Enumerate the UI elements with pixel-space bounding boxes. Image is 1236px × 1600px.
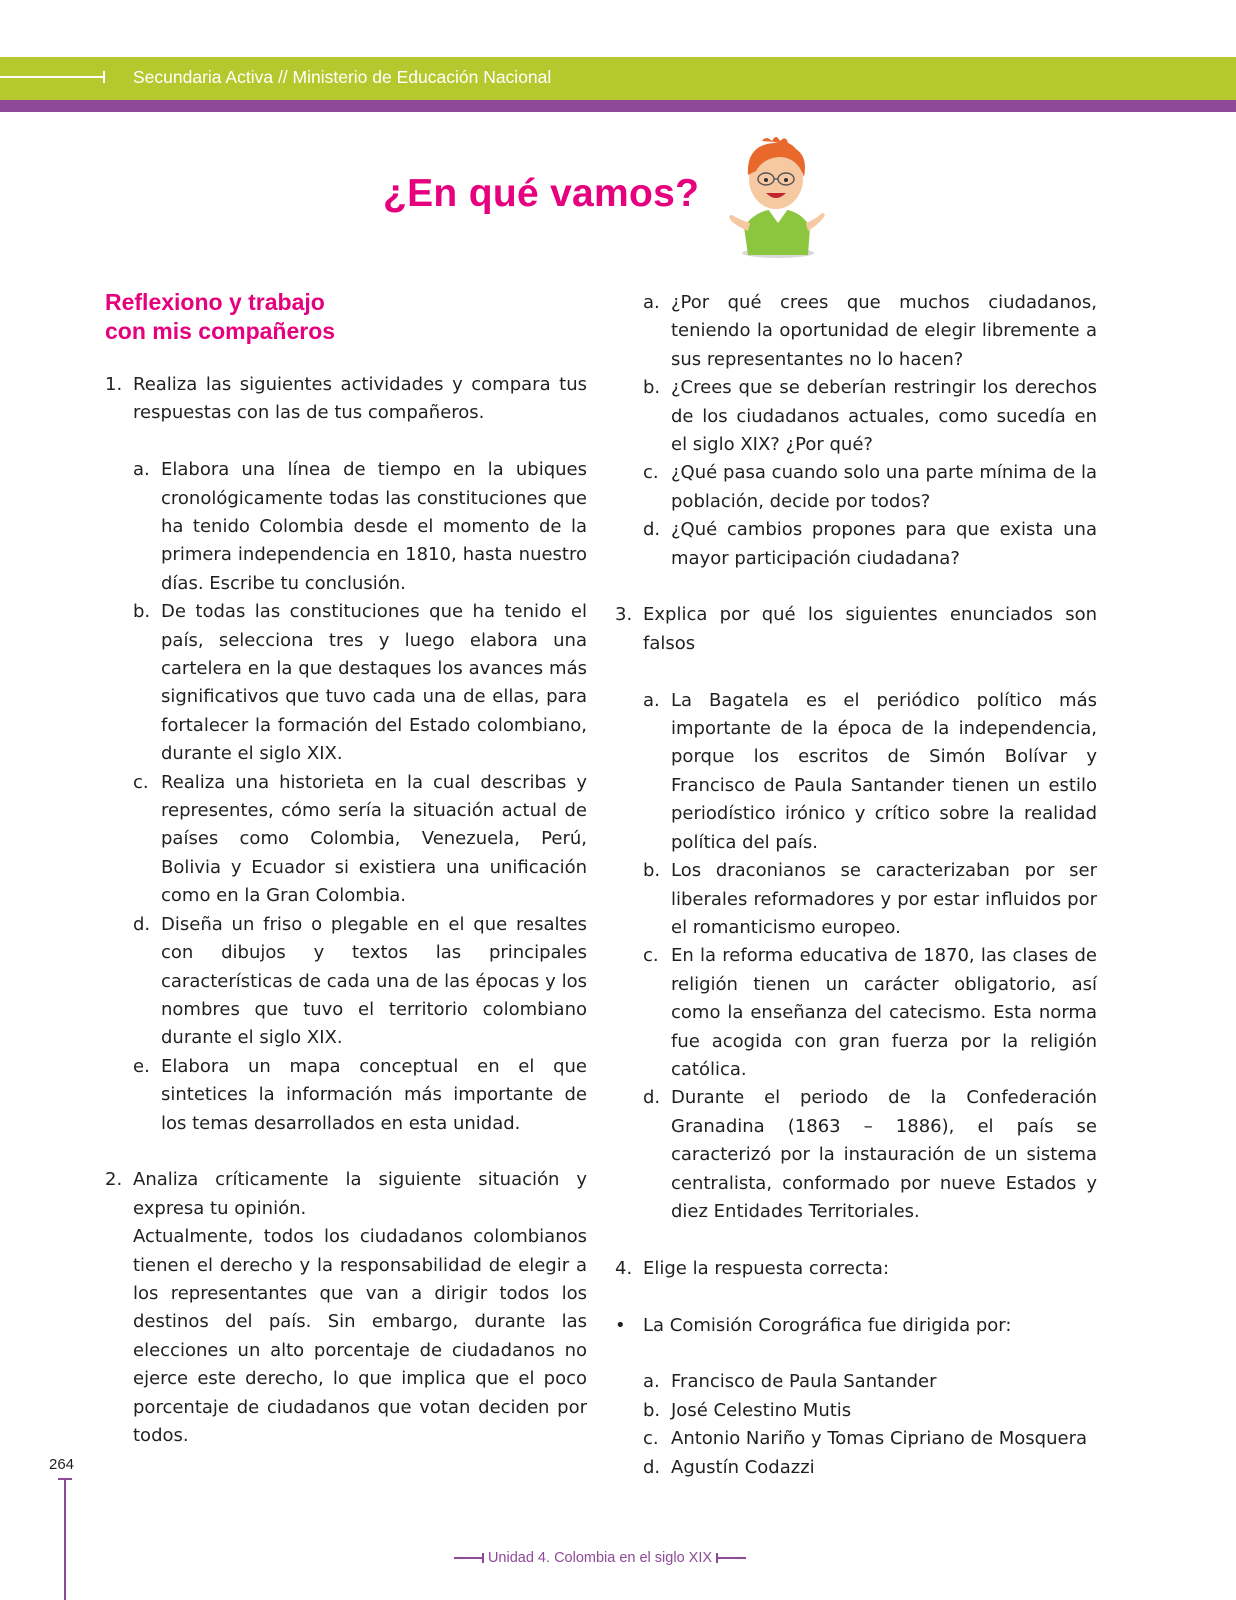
answer-option xyxy=(643,1397,1097,1425)
item-marker: d. xyxy=(133,913,151,935)
answer-option xyxy=(643,1425,1097,1453)
header-text: Secundaria Activa // Ministerio de Educación Nacional xyxy=(133,67,552,87)
item-text: Durante el periodo de la Confederación Granadina (1863 – 1886), el país se caracterizó por la instauración de un sistema centralista, conformado por nueve Estados y diez Entidades Territoriales. xyxy=(671,1087,1097,1222)
list-item xyxy=(643,374,1097,459)
item-marker: c. xyxy=(643,462,659,484)
footer-bar-right xyxy=(718,1557,746,1559)
footer xyxy=(440,1550,760,1570)
question-3 xyxy=(615,601,1097,658)
list-item xyxy=(133,598,587,768)
option-marker: a. xyxy=(643,1371,660,1393)
question-4 xyxy=(615,1255,1097,1283)
item-marker: c. xyxy=(643,945,659,967)
page-title: ¿En qué vamos? xyxy=(383,172,700,215)
option-text: Agustín Codazzi xyxy=(671,1456,815,1478)
question-2 xyxy=(105,1166,587,1223)
item-marker: b. xyxy=(643,377,661,399)
subtitle-line-2: con mis compañeros xyxy=(105,318,336,344)
item-marker: b. xyxy=(133,601,151,623)
bullet-text: La Comisión Corográfica fue dirigida por: xyxy=(643,1314,1012,1336)
list-item xyxy=(643,687,1097,857)
footer-unit: Unidad 4. xyxy=(487,1550,551,1566)
list-item xyxy=(643,289,1097,374)
bullet-marker: • xyxy=(615,1314,626,1336)
item-text: Elabora una línea de tiempo en la ubiques cronológicamente todas las constituciones que ha tenido Colombia desde el momento de la primera independencia en 1810, hasta nuestro días. Escribe tu conclusión. xyxy=(161,459,587,594)
footer-line xyxy=(64,1478,66,1600)
item-text: ¿Qué cambios propones para que exista una mayor participación ciudadana? xyxy=(671,519,1097,569)
question-text: Elige la respuesta correcta: xyxy=(643,1257,890,1279)
list-item xyxy=(133,456,587,598)
item-text: ¿Por qué crees que muchos ciudadanos, teniendo la oportunidad de elegir libremente a sus representantes no lo hacen? xyxy=(671,292,1097,370)
option-marker: b. xyxy=(643,1399,661,1421)
question-1 xyxy=(105,371,587,428)
item-marker: a. xyxy=(133,459,150,481)
item-marker: c. xyxy=(133,771,149,793)
question-number: 4. xyxy=(615,1257,633,1279)
item-marker: b. xyxy=(643,860,661,882)
left-column xyxy=(105,371,587,1450)
page-number: 264 xyxy=(49,1456,75,1473)
list-item xyxy=(643,942,1097,1084)
item-text: ¿Crees que se deberían restringir los derechos de los ciudadanos actuales, como sucedía en el siglo XIX? ¿Por qué? xyxy=(671,377,1097,456)
question-text: Explica por qué los siguientes enunciados son falsos xyxy=(643,604,1097,654)
item-text: Los draconianos se caracterizaban por ser liberales reformadores y por estar influidos por el romanticismo europeo. xyxy=(671,860,1097,938)
option-marker: d. xyxy=(643,1456,661,1478)
question-text: Realiza las siguientes actividades y compara tus respuestas con las de tus compañeros. xyxy=(133,374,587,424)
item-text: La Bagatela es el periódico político más importante de la época de la independencia, porque los escritos de Simón Bolívar y Francisco de Paula Santander tienen un estilo periodístico irónico y crítico sobre la realidad política del país. xyxy=(671,689,1097,853)
option-marker: c. xyxy=(643,1428,659,1450)
question-2-paragraph: Actualmente, todos los ciudadanos colombianos tienen el derecho y la responsabilidad de elegir a los representantes que van a dirigir todos los destinos del país. Sin embargo, durante las elecciones un alto porcentaje de ciudadanos no ejerce este derecho, lo que implica que el poco porcentaje de ciudadanos que votan deciden por todos. xyxy=(133,1226,587,1446)
item-text: Diseña un friso o plegable en el que resaltes con dibujos y textos las principales características de cada una de las épocas y los nombres que tuvo el territorio colombiano durante el siglo XIX. xyxy=(161,913,587,1049)
list-item xyxy=(643,516,1097,573)
item-text: Realiza una historieta en la cual describas y representes, cómo sería la situación actual de países como Colombia, Venezuela, Perú, Bolivia y Ecuador si existiera una unificación como en la Gran Colombia. xyxy=(161,771,587,907)
item-text: De todas las constituciones que ha tenido el país, selecciona tres y luego elabora una cartelera en la que destaques los avances más significativos que tuvo cada una de ellas, para fortalecer la formación del Estado colombiano, durante el siglo XIX. xyxy=(161,601,587,765)
option-text: Antonio Nariño y Tomas Cipriano de Mosquera xyxy=(671,1428,1088,1450)
item-marker: e. xyxy=(133,1055,150,1077)
answer-option xyxy=(643,1368,1097,1396)
item-marker: d. xyxy=(643,519,661,541)
option-text: Francisco de Paula Santander xyxy=(671,1371,937,1393)
list-item xyxy=(643,1084,1097,1226)
item-marker: a. xyxy=(643,292,660,313)
question-text: Analiza críticamente la siguiente situación y expresa tu opinión. xyxy=(133,1169,587,1219)
mascot-illustration xyxy=(726,135,826,260)
list-item xyxy=(133,769,587,911)
header-stripe xyxy=(0,100,1236,112)
list-item xyxy=(643,459,1097,516)
list-item xyxy=(643,857,1097,942)
section-subtitle xyxy=(105,288,335,346)
footer-bar-left xyxy=(454,1557,482,1559)
list-item xyxy=(133,911,587,1053)
header-rule xyxy=(0,76,104,78)
subtitle-line-1: Reflexiono y trabajo xyxy=(105,289,325,315)
item-text: En la reforma educativa de 1870, las clases de religión tienen un carácter obligatorio, así como la enseñanza del catecismo. Esta norma fue acogida con gran fuerza por la religión católica. xyxy=(671,945,1097,1080)
right-column xyxy=(615,289,1097,1482)
option-text: José Celestino Mutis xyxy=(671,1399,852,1421)
answer-option xyxy=(643,1454,1097,1482)
question-number: 2. xyxy=(105,1169,123,1191)
question-number: 3. xyxy=(615,604,633,626)
bullet-item xyxy=(615,1312,1097,1340)
item-text: Elabora un mapa conceptual en el que sintetices la información más importante de los temas desarrollados en esta unidad. xyxy=(161,1055,587,1134)
item-marker: a. xyxy=(643,689,660,711)
header-tick xyxy=(103,71,105,83)
list-item xyxy=(133,1053,587,1138)
item-marker: d. xyxy=(643,1087,661,1109)
item-text: ¿Qué pasa cuando solo una parte mínima de la población, decide por todos? xyxy=(671,462,1097,512)
footer-cap-left xyxy=(482,1553,484,1563)
question-number: 1. xyxy=(105,374,123,395)
footer-unit-title: Colombia en el siglo XIX xyxy=(554,1550,713,1566)
